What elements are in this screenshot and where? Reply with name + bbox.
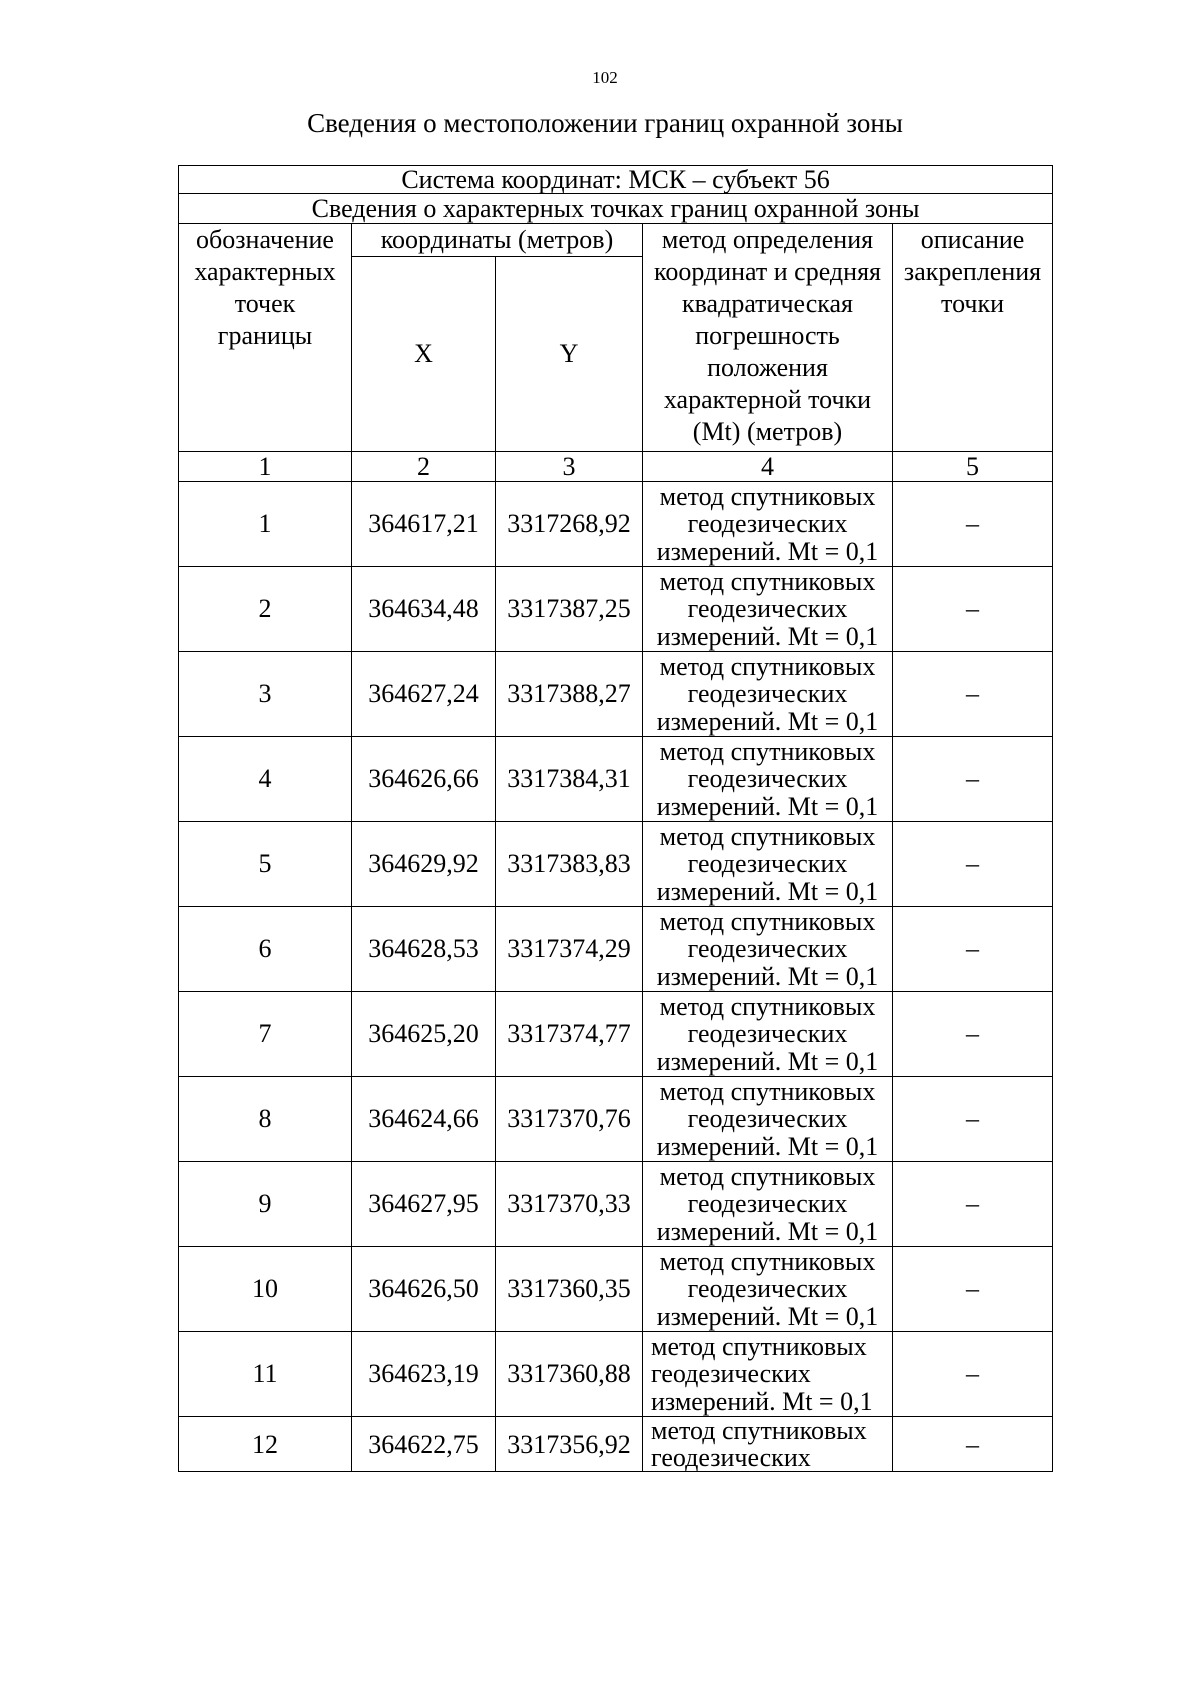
coordinate-x-cell: 364626,50 [352,1247,496,1332]
description-cell: – [893,822,1053,907]
point-number-cell: 2 [179,567,352,652]
coordinate-x-cell: 364627,95 [352,1162,496,1247]
boundary-point-row [179,737,1053,822]
description-cell: – [893,1162,1053,1247]
coordinate-y-cell: 3317387,25 [496,567,643,652]
coordinate-y-cell: 3317360,35 [496,1247,643,1332]
column-number-cell: 4 [643,452,893,482]
header-method: метод определения координат и средняя квадратическая погрешность положения характерной точки (Mt) (метров) [643,224,893,452]
info-row [179,194,1053,224]
coordinate-y-cell: 3317360,88 [496,1332,643,1417]
page-title: Сведения о местоположении границ охранной зоны [307,108,903,138]
point-number-cell: 12 [179,1417,352,1472]
coordinate-y-cell: 3317356,92 [496,1417,643,1472]
boundary-point-row [179,1162,1053,1247]
coordinate-y-cell: 3317370,76 [496,1077,643,1162]
header-row [179,224,1053,257]
coordinate-x-cell: 364628,53 [352,907,496,992]
method-cell: метод спутниковых геодезических измерений. Mt = 0,1 [643,482,893,567]
point-number-cell: 8 [179,1077,352,1162]
boundary-point-row [179,1417,1053,1472]
point-number-cell: 5 [179,822,352,907]
method-cell: метод спутниковых геодезических измерений. Mt = 0,1 [643,907,893,992]
boundary-point-row [179,652,1053,737]
column-number-cell: 2 [352,452,496,482]
description-cell: – [893,1332,1053,1417]
method-cell: метод спутниковых геодезических измерений. Mt = 0,1 [643,1247,893,1332]
coordinate-x-cell: 364626,66 [352,737,496,822]
coordinate-x-cell: 364627,24 [352,652,496,737]
header-point-designation: обозначение характерных точек границы [179,224,352,452]
header-x: X [352,257,496,452]
description-cell: – [893,1077,1053,1162]
point-number-cell: 11 [179,1332,352,1417]
method-cell: метод спутниковых геодезических измерений. Mt = 0,1 [643,1162,893,1247]
point-number-cell: 3 [179,652,352,737]
coordinate-y-cell: 3317388,27 [496,652,643,737]
description-cell: – [893,652,1053,737]
coordinate-x-cell: 364625,20 [352,992,496,1077]
coordinate-x-cell: 364629,92 [352,822,496,907]
point-number-cell: 10 [179,1247,352,1332]
description-cell: – [893,907,1053,992]
boundary-point-row [179,992,1053,1077]
coordinate-y-cell: 3317384,31 [496,737,643,822]
description-cell: – [893,992,1053,1077]
description-cell: – [893,1247,1053,1332]
column-number-cell: 1 [179,452,352,482]
method-cell: метод спутниковых геодезических измерений. Mt = 0,1 [643,567,893,652]
boundary-point-row [179,482,1053,567]
page-number: 102 [592,68,618,87]
info-cell: Сведения о характерных точках границ охранной зоны [179,194,1053,224]
boundary-point-row [179,567,1053,652]
boundary-point-row [179,1332,1053,1417]
method-cell: метод спутниковых геодезических измерений. Mt = 0,1 [643,1077,893,1162]
point-number-cell: 1 [179,482,352,567]
coordinate-x-cell: 364623,19 [352,1332,496,1417]
point-number-cell: 9 [179,1162,352,1247]
column-number-cell: 5 [893,452,1053,482]
boundary-point-row [179,822,1053,907]
coordinate-x-cell: 364622,75 [352,1417,496,1472]
coordinate-y-cell: 3317370,33 [496,1162,643,1247]
coordinate-x-cell: 364624,66 [352,1077,496,1162]
boundary-points-table [178,165,1053,1472]
coordinate-x-cell: 364617,21 [352,482,496,567]
description-cell: – [893,1417,1053,1472]
coordinate-system-cell: Система координат: МСК – субъект 56 [179,166,1053,194]
description-cell: – [893,567,1053,652]
coordinate-y-cell: 3317383,83 [496,822,643,907]
method-cell: метод спутниковых геодезических [643,1417,893,1472]
description-cell: – [893,737,1053,822]
boundary-point-row [179,907,1053,992]
column-number-cell: 3 [496,452,643,482]
method-cell: метод спутниковых геодезических измерений. Mt = 0,1 [643,992,893,1077]
header-description: описание закрепления точки [893,224,1053,452]
column-numbers-row [179,452,1053,482]
point-number-cell: 7 [179,992,352,1077]
coordinate-x-cell: 364634,48 [352,567,496,652]
coordinate-y-cell: 3317268,92 [496,482,643,567]
description-cell: – [893,482,1053,567]
method-cell: метод спутниковых геодезических измерений. Mt = 0,1 [643,1332,893,1417]
method-cell: метод спутниковых геодезических измерений. Mt = 0,1 [643,822,893,907]
method-cell: метод спутниковых геодезических измерений. Mt = 0,1 [643,737,893,822]
boundary-point-row [179,1077,1053,1162]
coordinate-system-row [179,166,1053,194]
coordinate-y-cell: 3317374,29 [496,907,643,992]
point-number-cell: 6 [179,907,352,992]
point-number-cell: 4 [179,737,352,822]
header-y: Y [496,257,643,452]
boundary-point-row [179,1247,1053,1332]
method-cell: метод спутниковых геодезических измерений. Mt = 0,1 [643,652,893,737]
coordinate-y-cell: 3317374,77 [496,992,643,1077]
header-coordinates: координаты (метров) [352,224,643,257]
